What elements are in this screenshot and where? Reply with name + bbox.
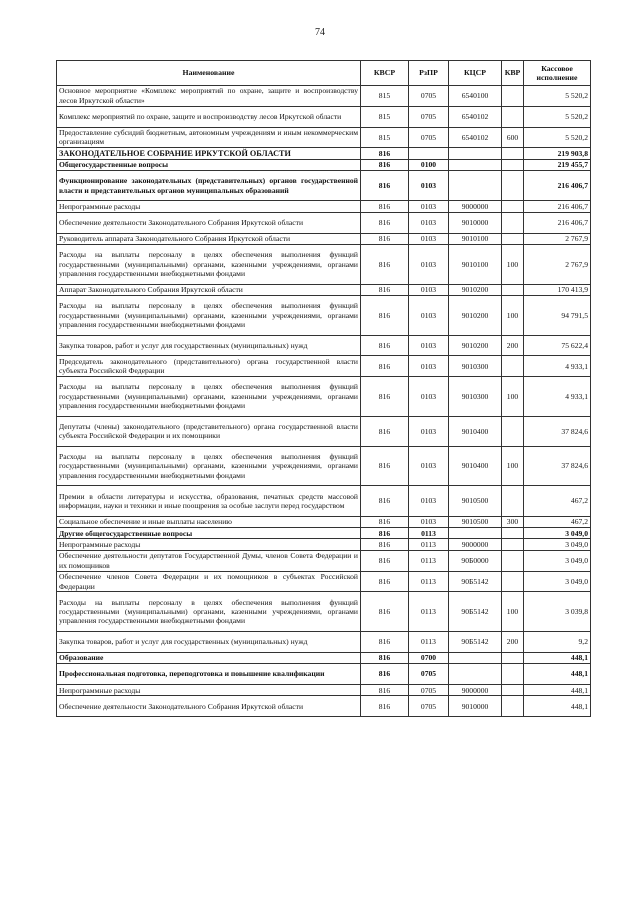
cell-kvsr: 816 [361, 685, 409, 696]
cell-rzpr: 0113 [409, 539, 449, 550]
table-row [57, 356, 591, 377]
cell-kvr [502, 685, 524, 696]
cell-amount: 216 406,7 [524, 171, 591, 201]
cell-kcsr: 6540100 [449, 86, 502, 107]
cell-kvsr: 816 [361, 664, 409, 685]
cell-kvr [502, 201, 524, 212]
header-amount: Кассовое исполнение [524, 61, 591, 86]
table-row [57, 486, 591, 516]
table-row [57, 335, 591, 356]
cell-rzpr: 0103 [409, 244, 449, 284]
cell-kcsr [449, 652, 502, 663]
cell-kcsr [449, 159, 502, 170]
table-row [57, 652, 591, 663]
table-row [57, 516, 591, 527]
cell-name: Аппарат Законодательного Собрания Иркутской области [57, 284, 361, 295]
header-name: Наименование [57, 61, 361, 86]
cell-kvsr: 816 [361, 148, 409, 159]
table-row [57, 159, 591, 170]
table-header-row [57, 61, 591, 86]
cell-amount: 216 406,7 [524, 201, 591, 212]
table-row [57, 696, 591, 717]
cell-kvsr: 816 [361, 696, 409, 717]
cell-rzpr: 0103 [409, 446, 449, 486]
cell-rzpr: 0103 [409, 377, 449, 417]
cell-amount: 5 520,2 [524, 86, 591, 107]
cell-name: Другие общегосударственные вопросы [57, 528, 361, 539]
table-row [57, 212, 591, 233]
cell-amount: 219 455,7 [524, 159, 591, 170]
cell-amount: 4 933,1 [524, 356, 591, 377]
cell-rzpr: 0705 [409, 685, 449, 696]
cell-amount: 219 903,8 [524, 148, 591, 159]
cell-kcsr [449, 171, 502, 201]
cell-kvsr: 816 [361, 377, 409, 417]
table-row [57, 416, 591, 446]
cell-kvr [502, 86, 524, 107]
header-kvr: КВР [502, 61, 524, 86]
cell-rzpr: 0103 [409, 233, 449, 244]
cell-name: Образование [57, 652, 361, 663]
cell-name: Основное мероприятие «Комплекс мероприятий по охране, защите и воспроизводству лесов Иркутской области» [57, 86, 361, 107]
cell-amount: 448,1 [524, 685, 591, 696]
table-row [57, 664, 591, 685]
cell-kvr [502, 696, 524, 717]
cell-amount: 75 622,4 [524, 335, 591, 356]
cell-kvsr: 816 [361, 212, 409, 233]
cell-amount: 216 406,7 [524, 212, 591, 233]
table-row [57, 244, 591, 284]
table-body [57, 86, 591, 717]
table-row [57, 127, 591, 148]
cell-kvsr: 815 [361, 106, 409, 127]
cell-amount: 37 824,6 [524, 446, 591, 486]
cell-kvr [502, 233, 524, 244]
page-number: 74 [315, 27, 325, 38]
cell-kcsr: 9010200 [449, 284, 502, 295]
table-row [57, 295, 591, 335]
cell-amount: 3 049,0 [524, 539, 591, 550]
cell-kvr: 100 [502, 377, 524, 417]
cell-rzpr: 0100 [409, 159, 449, 170]
cell-amount: 3 049,0 [524, 571, 591, 592]
cell-amount: 467,2 [524, 486, 591, 516]
cell-name: Социальное обеспечение и иные выплаты населению [57, 516, 361, 527]
table-row [57, 377, 591, 417]
cell-rzpr: 0103 [409, 171, 449, 201]
cell-name: Руководитель аппарата Законодательного Собрания Иркутской области [57, 233, 361, 244]
cell-kcsr: 90Б5142 [449, 571, 502, 592]
cell-rzpr: 0103 [409, 356, 449, 377]
cell-rzpr: 0103 [409, 212, 449, 233]
cell-rzpr: 0113 [409, 571, 449, 592]
table-row [57, 539, 591, 550]
cell-kvr: 300 [502, 516, 524, 527]
cell-kvsr: 816 [361, 550, 409, 571]
cell-name: Общегосударственные вопросы [57, 159, 361, 170]
cell-rzpr: 0705 [409, 86, 449, 107]
cell-kvsr: 816 [361, 652, 409, 663]
cell-kvr [502, 528, 524, 539]
cell-name: Закупка товаров, работ и услуг для государственных (муниципальных) нужд [57, 632, 361, 653]
cell-kcsr: 9010300 [449, 356, 502, 377]
cell-name: Предоставление субсидий бюджетным, автономным учреждениям и иным некоммерческим организациям [57, 127, 361, 148]
cell-kcsr: 9000000 [449, 539, 502, 550]
table-row [57, 201, 591, 212]
cell-kvsr: 816 [361, 284, 409, 295]
table-row [57, 685, 591, 696]
cell-kvsr: 816 [361, 528, 409, 539]
cell-kvsr: 815 [361, 86, 409, 107]
cell-name: Обеспечение деятельности Законодательного Собрания Иркутской области [57, 696, 361, 717]
cell-name: Расходы на выплаты персоналу в целях обеспечения выполнения функций государственными (муниципальными) органами, казенными учреждениями, органами управления государственными внебюджетными фондами [57, 377, 361, 417]
cell-kvr: 100 [502, 446, 524, 486]
cell-kvr [502, 284, 524, 295]
cell-amount: 94 791,5 [524, 295, 591, 335]
cell-name: Расходы на выплаты персоналу в целях обеспечения выполнения функций государственными (муниципальными) органами, казенными учреждениями, органами управления государственными внебюджетными фондами [57, 446, 361, 486]
cell-amount: 2 767,9 [524, 244, 591, 284]
cell-amount: 9,2 [524, 632, 591, 653]
cell-rzpr: 0103 [409, 295, 449, 335]
cell-kvsr: 816 [361, 201, 409, 212]
cell-kvr: 600 [502, 127, 524, 148]
table-row [57, 233, 591, 244]
table-row [57, 284, 591, 295]
cell-kvsr: 816 [361, 335, 409, 356]
cell-kvr [502, 416, 524, 446]
cell-kvsr: 816 [361, 171, 409, 201]
cell-kvsr: 816 [361, 356, 409, 377]
cell-kvr [502, 106, 524, 127]
cell-name: Комплекс мероприятий по охране, защите и воспроизводству лесов Иркутской области [57, 106, 361, 127]
cell-kcsr: 9010000 [449, 212, 502, 233]
cell-rzpr [409, 148, 449, 159]
cell-rzpr: 0103 [409, 486, 449, 516]
cell-kvr [502, 148, 524, 159]
cell-rzpr: 0705 [409, 106, 449, 127]
table-row [57, 632, 591, 653]
cell-rzpr: 0103 [409, 516, 449, 527]
cell-kvsr: 816 [361, 295, 409, 335]
cell-kvsr: 816 [361, 632, 409, 653]
cell-rzpr: 0103 [409, 416, 449, 446]
cell-kcsr: 9010200 [449, 295, 502, 335]
cell-kvr [502, 539, 524, 550]
cell-kcsr: 9010300 [449, 377, 502, 417]
cell-kvsr: 816 [361, 446, 409, 486]
cell-kcsr [449, 528, 502, 539]
cell-name: Обеспечение деятельности депутатов Государственной Думы, членов Совета Федерации и их помощников [57, 550, 361, 571]
cell-kvsr: 816 [361, 592, 409, 632]
cell-name: Непрограммные расходы [57, 685, 361, 696]
cell-kvr [502, 550, 524, 571]
cell-amount: 5 520,2 [524, 127, 591, 148]
header-kvsr: КВСР [361, 61, 409, 86]
cell-amount: 170 413,9 [524, 284, 591, 295]
cell-kcsr: 9010000 [449, 696, 502, 717]
cell-name: Функционирование законодательных (представительных) органов государственной власти и представительных органов муниципальных образований [57, 171, 361, 201]
cell-kvsr: 816 [361, 539, 409, 550]
cell-amount: 3 039,8 [524, 592, 591, 632]
cell-kcsr: 9010200 [449, 335, 502, 356]
cell-name: ЗАКОНОДАТЕЛЬНОЕ СОБРАНИЕ ИРКУТСКОЙ ОБЛАСТИ [57, 148, 361, 159]
cell-kcsr [449, 148, 502, 159]
table-row [57, 550, 591, 571]
cell-kcsr: 9010400 [449, 446, 502, 486]
cell-kvr: 100 [502, 592, 524, 632]
cell-kvsr: 816 [361, 416, 409, 446]
cell-kvsr: 815 [361, 127, 409, 148]
cell-name: Расходы на выплаты персоналу в целях обеспечения выполнения функций государственными (муниципальными) органами, казенными учреждениями, органами управления государственными внебюджетными фондами [57, 244, 361, 284]
table-row [57, 528, 591, 539]
cell-name: Председатель законодательного (представительного) органа государственной власти субъекта Российской Федерации [57, 356, 361, 377]
table-row [57, 592, 591, 632]
cell-rzpr: 0700 [409, 652, 449, 663]
cell-kcsr: 90Б0000 [449, 550, 502, 571]
cell-kcsr: 90Б5142 [449, 592, 502, 632]
cell-kvr [502, 486, 524, 516]
cell-name: Депутаты (члены) законодательного (представительного) органа государственной власти субъекта Российской Федерации и их помощники [57, 416, 361, 446]
cell-rzpr: 0705 [409, 696, 449, 717]
cell-kvr: 100 [502, 244, 524, 284]
cell-amount: 5 520,2 [524, 106, 591, 127]
cell-kcsr: 9010100 [449, 244, 502, 284]
cell-name: Обеспечение деятельности Законодательного Собрания Иркутской области [57, 212, 361, 233]
cell-name: Премии в области литературы и искусства, образования, печатных средств массовой информации, науки и техники и иные поощрения за особые заслуги перед государством [57, 486, 361, 516]
header-kcsr: КЦСР [449, 61, 502, 86]
cell-kvr [502, 356, 524, 377]
cell-kcsr: 9000000 [449, 201, 502, 212]
cell-name: Непрограммные расходы [57, 539, 361, 550]
cell-kvr: 200 [502, 335, 524, 356]
cell-name: Закупка товаров, работ и услуг для государственных (муниципальных) нужд [57, 335, 361, 356]
cell-amount: 4 933,1 [524, 377, 591, 417]
cell-name: Непрограммные расходы [57, 201, 361, 212]
cell-amount: 448,1 [524, 652, 591, 663]
cell-kcsr: 9010400 [449, 416, 502, 446]
cell-kvsr: 816 [361, 571, 409, 592]
cell-kcsr: 90Б5142 [449, 632, 502, 653]
cell-kvr [502, 212, 524, 233]
cell-kcsr [449, 664, 502, 685]
table-row [57, 106, 591, 127]
cell-amount: 3 049,0 [524, 550, 591, 571]
cell-rzpr: 0103 [409, 284, 449, 295]
cell-rzpr: 0103 [409, 201, 449, 212]
cell-name: Расходы на выплаты персоналу в целях обеспечения выполнения функций государственными (муниципальными) органами, казенными учреждениями, органами управления государственными внебюджетными фондами [57, 295, 361, 335]
cell-kcsr: 9010500 [449, 516, 502, 527]
cell-kvr [502, 159, 524, 170]
cell-rzpr: 0103 [409, 335, 449, 356]
cell-amount: 467,2 [524, 516, 591, 527]
cell-rzpr: 0705 [409, 664, 449, 685]
cell-rzpr: 0113 [409, 592, 449, 632]
cell-kcsr: 6540102 [449, 106, 502, 127]
table-row [57, 571, 591, 592]
cell-kvr: 100 [502, 295, 524, 335]
cell-kvr [502, 571, 524, 592]
table-row [57, 446, 591, 486]
cell-kvr [502, 664, 524, 685]
cell-kvsr: 816 [361, 159, 409, 170]
budget-table [56, 60, 591, 717]
cell-rzpr: 0113 [409, 632, 449, 653]
cell-kcsr: 9000000 [449, 685, 502, 696]
cell-kvr [502, 652, 524, 663]
cell-amount: 448,1 [524, 696, 591, 717]
cell-kcsr: 6540102 [449, 127, 502, 148]
cell-rzpr: 0113 [409, 528, 449, 539]
cell-name: Профессиональная подготовка, переподготовка и повышение квалификации [57, 664, 361, 685]
cell-kvsr: 816 [361, 233, 409, 244]
cell-rzpr: 0113 [409, 550, 449, 571]
table-row [57, 148, 591, 159]
table-row [57, 86, 591, 107]
cell-amount: 3 049,0 [524, 528, 591, 539]
cell-kvr [502, 171, 524, 201]
cell-kvsr: 816 [361, 244, 409, 284]
cell-amount: 448,1 [524, 664, 591, 685]
cell-rzpr: 0705 [409, 127, 449, 148]
cell-kvsr: 816 [361, 516, 409, 527]
cell-name: Обеспечение членов Совета Федерации и их помощников в субъектах Российской Федерации [57, 571, 361, 592]
cell-name: Расходы на выплаты персоналу в целях обеспечения выполнения функций государственными (муниципальными) органами, казенными учреждениями, органами управления государственными внебюджетными фондами [57, 592, 361, 632]
cell-amount: 37 824,6 [524, 416, 591, 446]
table-row [57, 171, 591, 201]
cell-kcsr: 9010100 [449, 233, 502, 244]
cell-amount: 2 767,9 [524, 233, 591, 244]
cell-kvsr: 816 [361, 486, 409, 516]
header-rzpr: РзПР [409, 61, 449, 86]
cell-kvr: 200 [502, 632, 524, 653]
cell-kcsr: 9010500 [449, 486, 502, 516]
